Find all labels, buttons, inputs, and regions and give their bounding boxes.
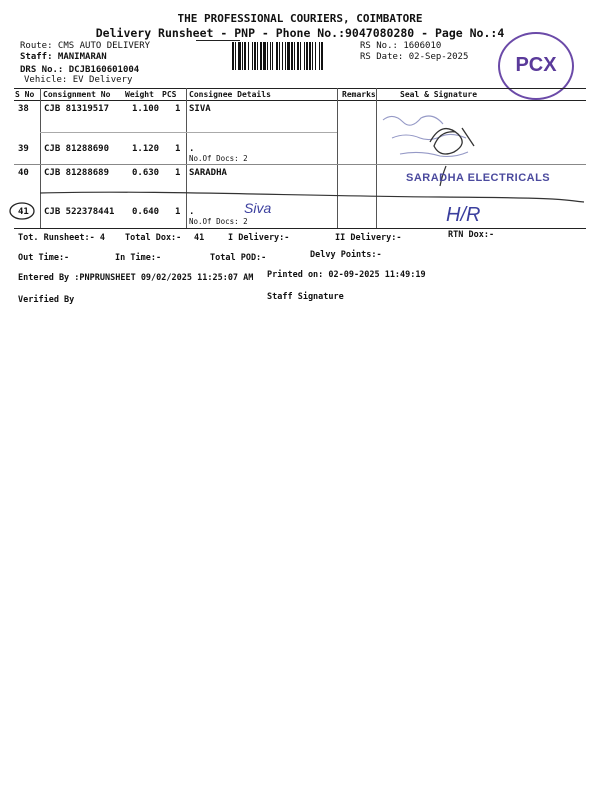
saradha-electricals-stamp: SARADHA ELECTRICALS: [406, 172, 551, 184]
printed-on: Printed on: 02-09-2025 11:49:19: [267, 270, 426, 280]
col-header-seal-signature: Seal & Signature: [400, 90, 478, 99]
total-dox-label: Total Dox:-: [125, 233, 182, 243]
col-header-remarks: Remarks: [342, 90, 376, 99]
row-sno: 38: [18, 104, 29, 114]
row-consignment: CJB 522378441: [44, 207, 115, 217]
vehicle-text: Vehicle: EV Delivery: [24, 75, 133, 85]
row-weight: 1.100: [132, 104, 160, 114]
out-time: Out Time:-: [18, 253, 70, 263]
faded-stamp-icon: [383, 116, 468, 157]
signature-scribble-icon: [430, 128, 474, 154]
tot-runsheet: Tot. Runsheet:- 4: [18, 233, 105, 243]
circle-mark-icon: [10, 203, 34, 219]
rs-no-text: RS No.: 1606010: [360, 41, 442, 51]
company-title: THE PROFESSIONAL COURIERS, COIMBATORE: [177, 12, 423, 25]
handwritten-siva: Siva: [244, 200, 272, 216]
delvy-points: Delvy Points:-: [310, 250, 382, 260]
row-pcs: 1: [175, 104, 181, 114]
rtn-dox: RTN Dox:-: [448, 230, 495, 240]
handwritten-hr: H/R: [446, 204, 481, 226]
in-time: In Time:-: [115, 253, 162, 263]
row-docs: No.Of Docs: 2: [189, 154, 248, 163]
runsheet-title: Delivery Runsheet - PNP - Phone No.:9047080280 - Page No.:4: [95, 26, 505, 40]
staff-text: Staff: MANIMARAN: [20, 52, 107, 62]
row-consignee: .: [189, 207, 195, 217]
ii-delivery: II Delivery:-: [335, 233, 402, 243]
verified-by: Verified By: [18, 295, 75, 305]
col-header-consignee: Consignee Details: [189, 90, 271, 99]
row-consignment: CJB 81288689: [44, 168, 110, 178]
row-pcs: 1: [175, 168, 181, 178]
row-consignee: .: [189, 144, 195, 154]
ink-line-icon: [40, 192, 584, 202]
col-header-consignment: Consignment No: [43, 90, 111, 99]
row-consignment: CJB 81319517: [44, 104, 110, 114]
handwriting-layer: [0, 0, 600, 240]
row-consignee: SIVA: [189, 104, 211, 114]
total-dox-value: 41: [194, 233, 205, 243]
pcx-stamp-text: PCX: [515, 54, 557, 76]
entered-by: Entered By :PNPRUNSHEET 09/02/2025 11:25:07 AM: [18, 273, 254, 283]
row-sno: 41: [18, 207, 29, 217]
i-delivery: I Delivery:-: [228, 233, 290, 243]
row-pcs: 1: [175, 144, 181, 154]
row-sno: 39: [18, 144, 29, 154]
total-pod: Total POD:-: [210, 253, 267, 263]
row-weight: 1.120: [132, 144, 160, 154]
col-header-sno: S No: [15, 90, 35, 99]
drs-text: DRS No.: DCJB160601004: [20, 65, 140, 75]
row-consignment: CJB 81288690: [44, 144, 110, 154]
row-weight: 0.630: [132, 168, 160, 178]
rs-date-text: RS Date: 02-Sep-2025: [360, 52, 469, 62]
row-docs: No.Of Docs: 2: [189, 217, 248, 226]
route-text: Route: CMS AUTO DELIVERY: [20, 41, 151, 51]
row-weight: 0.640: [132, 207, 160, 217]
col-header-pcs: PCS: [162, 90, 177, 99]
row-consignee: SARADHA: [189, 168, 227, 178]
col-header-weight: Weight: [125, 90, 154, 99]
staff-signature: Staff Signature: [267, 292, 344, 302]
row-pcs: 1: [175, 207, 181, 217]
row-sno: 40: [18, 168, 29, 178]
